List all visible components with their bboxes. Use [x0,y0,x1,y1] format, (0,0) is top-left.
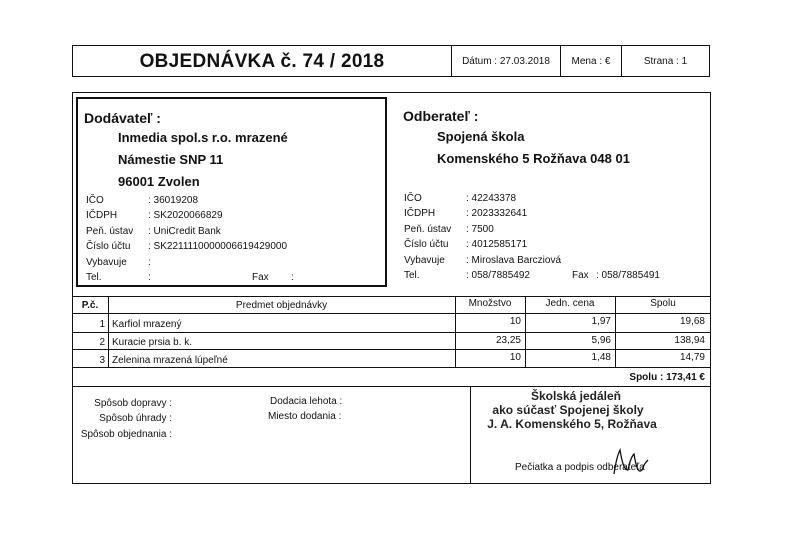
supplier-heading: Dodávateľ : [84,110,161,126]
supplier-ico-label: IČO [86,195,104,206]
supplier-contact-label: Vybavuje [86,257,127,268]
page-number-box [621,45,710,77]
signature-caption: Pečiatka a podpis odberateľa [515,462,645,473]
supplier-fax-value: : [291,272,294,283]
handwritten-signature [600,440,660,480]
buyer-icdph-label: IČDPH [404,208,436,219]
row-item: Kuracie prsia b. k. [112,337,193,348]
order-method-label: Spôsob objednania : [80,429,172,440]
header-title-box [72,45,452,77]
row-item: Karfiol mrazený [112,319,182,330]
supplier-account-label: Číslo účtu [86,241,131,252]
row-pc: 3 [99,355,105,366]
buyer-heading: Odberateľ : [403,108,479,124]
currency-box [560,45,622,77]
row-total: 138,94 [674,335,705,346]
delivery-method-label: Spôsob dopravy : [94,398,172,409]
col-header-price: Jedn. cena [545,298,595,309]
buyer-phone-value: : 058/7885492 [466,270,530,281]
row-qty: 10 [509,316,521,327]
supplier-phone-label: Tel. [86,272,102,283]
row-price: 1,97 [591,316,611,327]
buyer-ico-label: IČO [404,193,422,204]
supplier-icdph-label: IČDPH [86,210,118,221]
signature-divider [470,386,471,484]
page-title: OBJEDNÁVKA č. 74 / 2018 [139,51,385,72]
payment-method-label: Spôsob úhrady : [99,413,172,424]
supplier-city: 96001 Zvolen [118,174,200,189]
supplier-icdph-value: : SK2020066829 [148,210,223,221]
table-bottom-border [72,367,711,368]
supplier-phone-value: : [148,272,151,283]
buyer-bank-value: : 7500 [466,224,494,235]
buyer-account-label: Číslo účtu [404,239,449,250]
row-qty: 10 [509,352,521,363]
row-total: 19,68 [679,316,705,327]
supplier-bank-value: : UniCredit Bank [148,226,221,237]
buyer-account-value: : 4012585171 [466,239,528,250]
delivery-term-label: Dodacia lehota : [270,396,343,407]
buyer-icdph-value: : 2023332641 [466,208,528,219]
row-pc: 2 [99,337,105,348]
buyer-ico-value: : 42243378 [466,193,517,204]
delivery-place-label: Miesto dodania : [268,411,342,422]
row-qty: 23,25 [495,335,521,346]
row-price: 1,48 [591,352,611,363]
row-item: Zelenina mrazená lúpeľné [112,355,228,366]
supplier-account-value: : SK2211110000006619429000 [148,241,288,252]
row-pc: 1 [99,319,105,330]
sum-bottom-border [72,386,711,387]
buyer-name: Spojená škola [437,129,525,144]
currency: Mena : € [571,56,611,67]
buyer-contact-label: Vybavuje [404,255,445,266]
buyer-fax-label: Fax [572,270,589,281]
order-date: Dátum : 27.03.2018 [462,56,550,67]
row-price: 5,96 [591,335,611,346]
stamp-line-3: J. A. Komenského 5, Rožňava [487,417,657,431]
buyer-bank-label: Peň. ústav [404,224,452,235]
buyer-fax-value: : 058/7885491 [596,270,660,281]
supplier-ico-value: : 36019208 [148,195,199,206]
supplier-fax-label: Fax [252,272,269,283]
buyer-phone-label: Tel. [404,270,420,281]
col-header-item: Predmet objednávky [235,300,328,311]
supplier-bank-label: Peň. ústav [86,226,134,237]
order-total: Spolu : 173,41 € [629,372,705,383]
stamp-line-2: ako súčasť Spojenej školy [492,403,644,417]
date-box [451,45,561,77]
buyer-street: Komenského 5 Rožňava 048 01 [437,151,630,166]
supplier-street: Námestie SNP 11 [118,152,224,167]
stamp-line-1: Školská jedáleň [530,389,622,403]
supplier-name: Inmedia spol.s r.o. mrazené [118,130,288,145]
col-header-total: Spolu [650,298,676,309]
col-header-pc: P.č. [81,300,99,311]
col-header-qty: Množstvo [468,298,512,309]
page-number: Strana : 1 [643,56,688,67]
supplier-contact-value: : [148,257,151,268]
row-total: 14,79 [679,352,705,363]
buyer-contact-value: : Miroslava Barcziová [466,255,562,266]
